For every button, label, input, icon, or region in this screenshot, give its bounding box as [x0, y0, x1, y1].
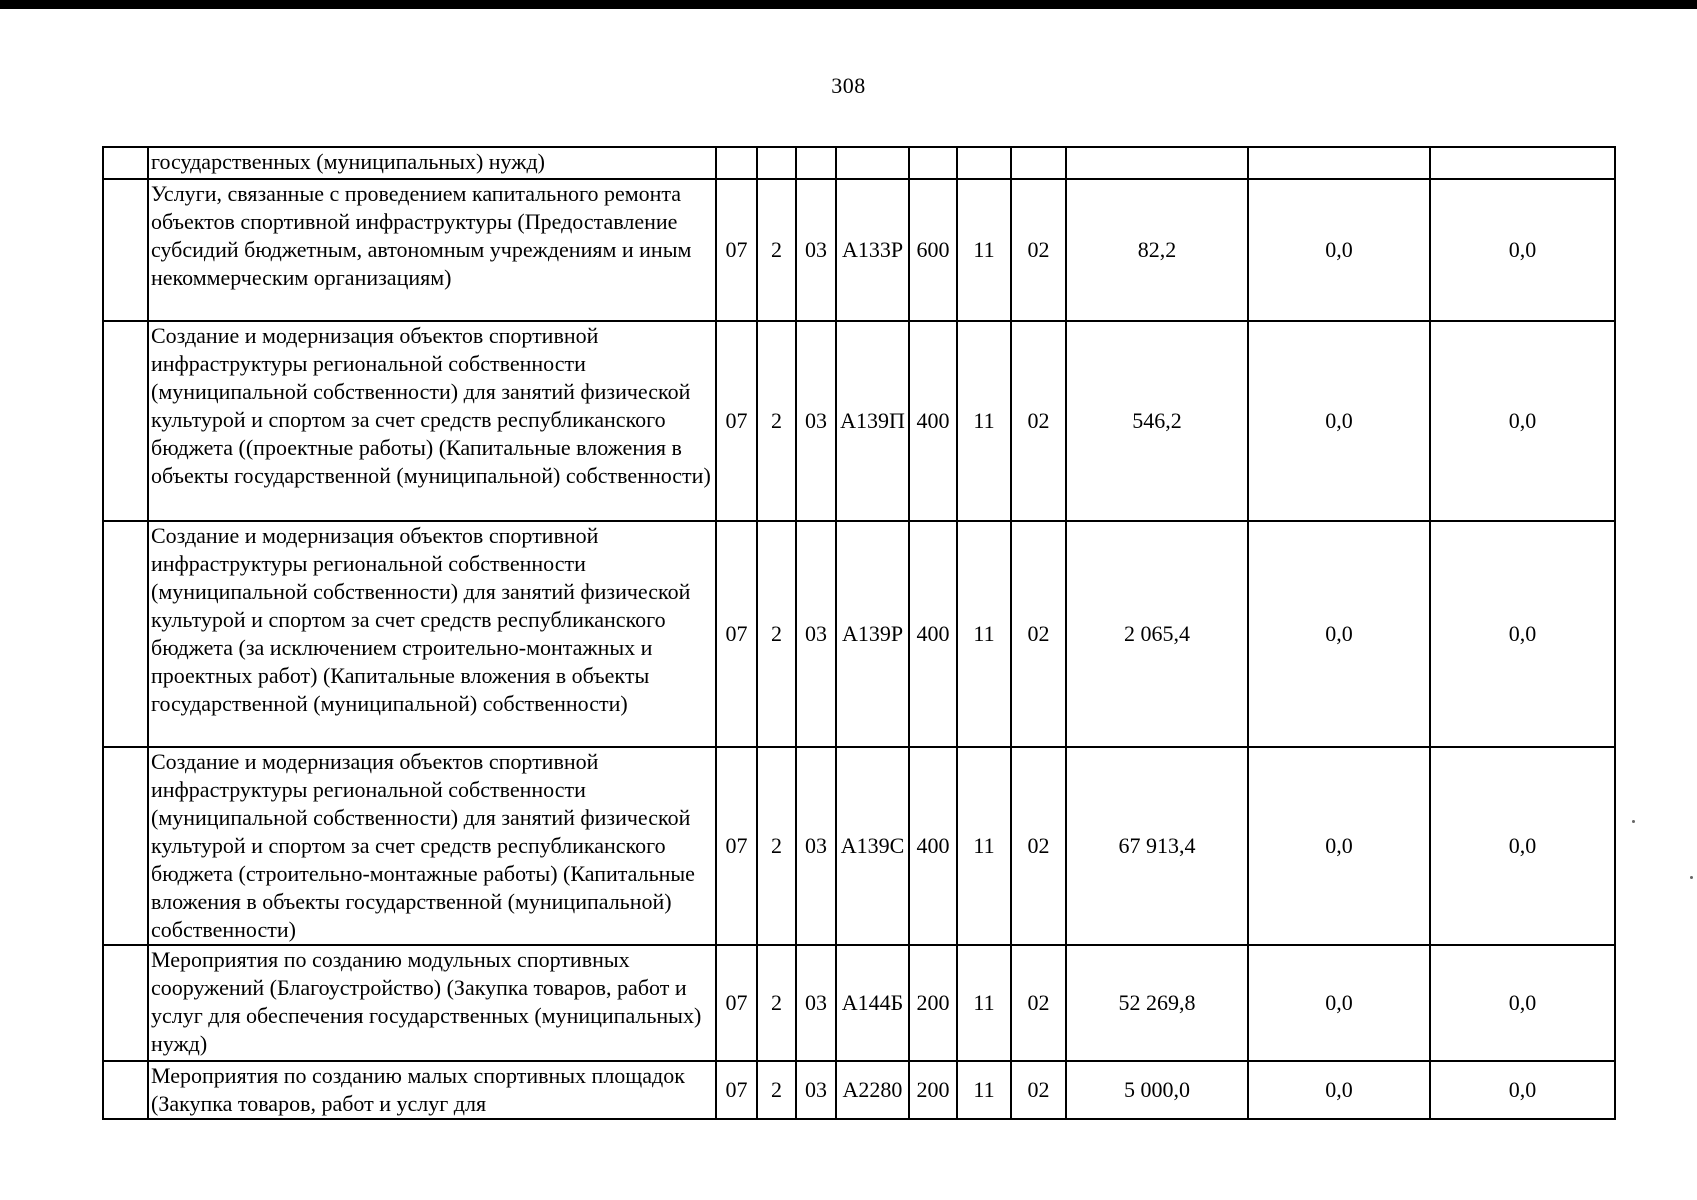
- table-row: [103, 1061, 1615, 1119]
- code-cell-5: 600: [909, 179, 957, 321]
- amount-cell-1: 2 065,4: [1066, 521, 1248, 747]
- amount-cell-1: 52 269,8: [1066, 945, 1248, 1061]
- code-cell-6: 11: [957, 321, 1011, 521]
- description-cell: Создание и модернизация объектов спортивной инфраструктуры региональной собственности (муниципальной собственности) для занятий физической культурой и спортом за счет средств республиканского бюджета (за исключением строительно-монтажных и проектных работ) (Капитальные вложения в объекты государственной (муниципальной) собственности): [148, 521, 716, 747]
- code-cell-2: 2: [757, 179, 796, 321]
- code-cell-6: 11: [957, 521, 1011, 747]
- amount-cell-1: 67 913,4: [1066, 747, 1248, 945]
- code-cell-4: А139С: [836, 747, 909, 945]
- scan-top-border: [0, 0, 1697, 9]
- row-number-cell: [103, 945, 148, 1061]
- page-number: 308: [831, 73, 866, 98]
- amount-cell-1: [1066, 147, 1248, 179]
- code-cell-7: 02: [1011, 179, 1066, 321]
- code-cell-1: 07: [716, 945, 757, 1061]
- code-cell-7: [1011, 147, 1066, 179]
- code-cell-3: 03: [796, 1061, 836, 1119]
- budget-table: [102, 146, 1616, 1120]
- row-number-cell: [103, 747, 148, 945]
- code-cell-2: 2: [757, 945, 796, 1061]
- code-cell-3: 03: [796, 945, 836, 1061]
- amount-cell-3: 0,0: [1430, 521, 1615, 747]
- amount-cell-2: 0,0: [1248, 1061, 1430, 1119]
- description-cell: Создание и модернизация объектов спортивной инфраструктуры региональной собственности (муниципальной собственности) для занятий физической культурой и спортом за счет средств республиканского бюджета ((проектные работы) (Капитальные вложения в объекты государственной (муниципальной) собственности): [148, 321, 716, 521]
- code-cell-3: 03: [796, 521, 836, 747]
- amount-cell-2: 0,0: [1248, 321, 1430, 521]
- amount-cell-1: 82,2: [1066, 179, 1248, 321]
- amount-cell-3: 0,0: [1430, 945, 1615, 1061]
- code-cell-5: 400: [909, 747, 957, 945]
- code-cell-1: 07: [716, 747, 757, 945]
- code-cell-6: 11: [957, 179, 1011, 321]
- code-cell-4: А139Р: [836, 521, 909, 747]
- description-cell: Услуги, связанные с проведением капитального ремонта объектов спортивной инфраструктуры (Предоставление субсидий бюджетным, автономным учреждениям и иным некоммерческим организациям): [148, 179, 716, 321]
- code-cell-4: А133Р: [836, 179, 909, 321]
- amount-cell-3: 0,0: [1430, 747, 1615, 945]
- code-cell-5: 200: [909, 945, 957, 1061]
- code-cell-5: 400: [909, 521, 957, 747]
- row-number-cell: [103, 179, 148, 321]
- code-cell-3: 03: [796, 321, 836, 521]
- code-cell-4: А144Б: [836, 945, 909, 1061]
- code-cell-2: 2: [757, 321, 796, 521]
- row-number-cell: [103, 321, 148, 521]
- description-cell: Создание и модернизация объектов спортивной инфраструктуры региональной собственности (муниципальной собственности) для занятий физической культурой и спортом за счет средств республиканского бюджета (строительно-монтажные работы) (Капитальные вложения в объекты государственной (муниципальной) собственности): [148, 747, 716, 945]
- table-row: [103, 321, 1615, 521]
- code-cell-5: 400: [909, 321, 957, 521]
- code-cell-6: 11: [957, 747, 1011, 945]
- amount-cell-1: 546,2: [1066, 321, 1248, 521]
- table-row: [103, 179, 1615, 321]
- table-row: [103, 747, 1615, 945]
- code-cell-1: 07: [716, 179, 757, 321]
- code-cell-2: 2: [757, 1061, 796, 1119]
- description-cell: Мероприятия по созданию малых спортивных площадок (Закупка товаров, работ и услуг для: [148, 1061, 716, 1119]
- code-cell-4: А139П: [836, 321, 909, 521]
- amount-cell-3: [1430, 147, 1615, 179]
- code-cell-2: 2: [757, 521, 796, 747]
- code-cell-5: [909, 147, 957, 179]
- code-cell-5: 200: [909, 1061, 957, 1119]
- description-cell: государственных (муниципальных) нужд): [148, 147, 716, 179]
- table-row: [103, 521, 1615, 747]
- code-cell-3: 03: [796, 179, 836, 321]
- amount-cell-1: 5 000,0: [1066, 1061, 1248, 1119]
- code-cell-7: 02: [1011, 747, 1066, 945]
- amount-cell-2: 0,0: [1248, 521, 1430, 747]
- code-cell-6: [957, 147, 1011, 179]
- amount-cell-3: 0,0: [1430, 179, 1615, 321]
- table-row: [103, 945, 1615, 1061]
- code-cell-3: [796, 147, 836, 179]
- code-cell-2: [757, 147, 796, 179]
- code-cell-2: 2: [757, 747, 796, 945]
- code-cell-7: 02: [1011, 945, 1066, 1061]
- description-cell: Мероприятия по созданию модульных спортивных сооружений (Благоустройство) (Закупка товаров, работ и услуг для обеспечения государственных (муниципальных) нужд): [148, 945, 716, 1061]
- code-cell-1: 07: [716, 1061, 757, 1119]
- table-row: [103, 147, 1615, 179]
- scan-speck: [1632, 820, 1635, 823]
- code-cell-1: [716, 147, 757, 179]
- row-number-cell: [103, 521, 148, 747]
- code-cell-7: 02: [1011, 321, 1066, 521]
- code-cell-3: 03: [796, 747, 836, 945]
- scan-speck: [1690, 876, 1693, 879]
- code-cell-7: 02: [1011, 521, 1066, 747]
- row-number-cell: [103, 1061, 148, 1119]
- amount-cell-2: 0,0: [1248, 945, 1430, 1061]
- code-cell-6: 11: [957, 1061, 1011, 1119]
- code-cell-4: [836, 147, 909, 179]
- row-number-cell: [103, 147, 148, 179]
- amount-cell-3: 0,0: [1430, 321, 1615, 521]
- amount-cell-2: 0,0: [1248, 747, 1430, 945]
- code-cell-1: 07: [716, 521, 757, 747]
- amount-cell-2: 0,0: [1248, 179, 1430, 321]
- amount-cell-3: 0,0: [1430, 1061, 1615, 1119]
- code-cell-4: А2280: [836, 1061, 909, 1119]
- code-cell-1: 07: [716, 321, 757, 521]
- code-cell-6: 11: [957, 945, 1011, 1061]
- code-cell-7: 02: [1011, 1061, 1066, 1119]
- amount-cell-2: [1248, 147, 1430, 179]
